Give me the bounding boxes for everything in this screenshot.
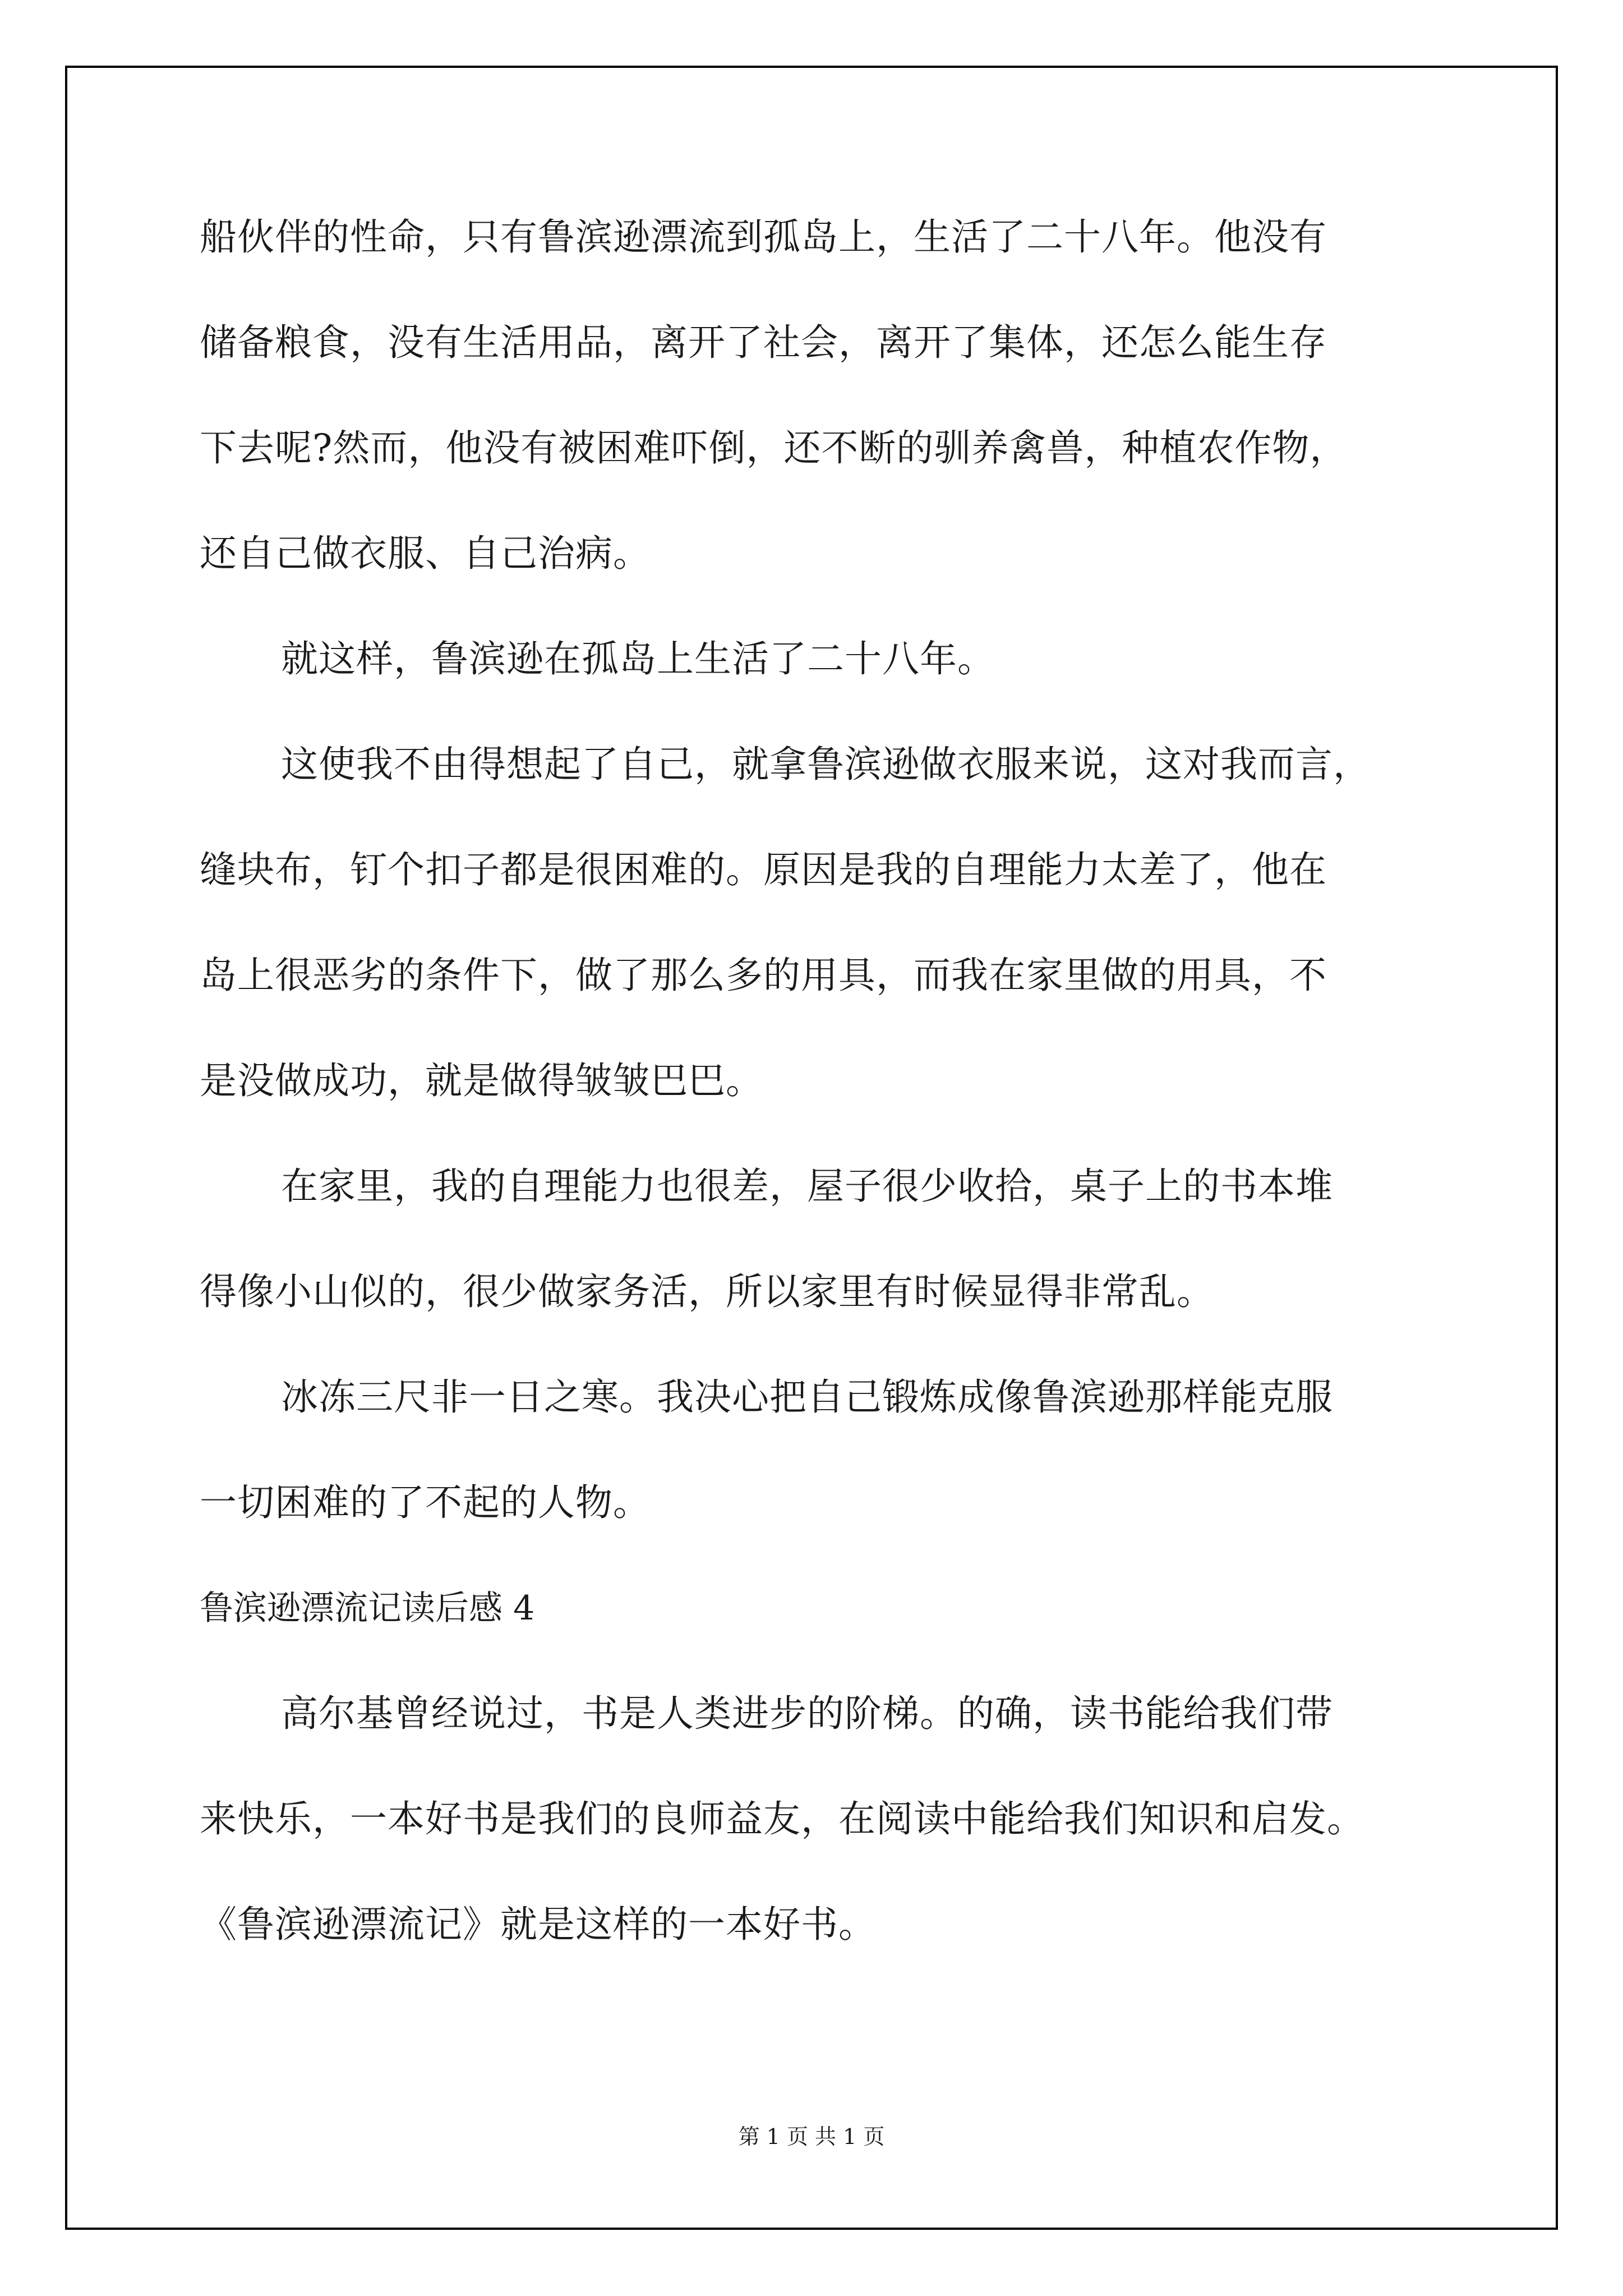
text-line: 来快乐，一本好书是我们的良师益友，在阅读中能给我们知识和启发。 bbox=[200, 1797, 1364, 1841]
text-line: 是没做成功，就是做得皱皱巴巴。 bbox=[200, 1059, 763, 1102]
document-body bbox=[200, 215, 1490, 2012]
page-number-footer: 第 1 页 共 1 页 bbox=[738, 2124, 885, 2149]
text-line: 还自己做衣服、自己治病。 bbox=[200, 532, 651, 575]
paragraph-start-line: 就这样，鲁滨逊在孤岛上生活了二十八年。 bbox=[281, 637, 995, 680]
text-line: 缝块布，钉个扣子都是很困难的。原因是我的自理能力太差了，他在 bbox=[200, 848, 1327, 891]
text-line: 《鲁滨逊漂流记》就是这样的一本好书。 bbox=[200, 1903, 876, 1946]
paragraph-start-line: 这使我不由得想起了自己，就拿鲁滨逊做衣服来说，这对我而言， bbox=[281, 743, 1371, 786]
section-heading: 鲁滨逊漂流记读后感 4 bbox=[200, 1589, 535, 1628]
text-line: 储备粮食，没有生活用品，离开了社会，离开了集体，还怎么能生存 bbox=[200, 321, 1327, 364]
text-line: 得像小山似的，很少做家务活，所以家里有时候显得非常乱。 bbox=[200, 1270, 1214, 1313]
text-line: 一切困难的了不起的人物。 bbox=[200, 1481, 651, 1524]
paragraph-start-line: 在家里，我的自理能力也很差，屋子很少收拾，桌子上的书本堆 bbox=[281, 1165, 1333, 1208]
text-line: 船伙伴的性命，只有鲁滨逊漂流到孤岛上，生活了二十八年。他没有 bbox=[200, 215, 1327, 259]
text-line: 岛上很恶劣的条件下，做了那么多的用具，而我在家里做的用具，不 bbox=[200, 954, 1327, 997]
paragraph-start-line: 冰冻三尺非一日之寒。我决心把自己锻炼成像鲁滨逊那样能克服 bbox=[281, 1375, 1333, 1419]
paragraph-start-line: 高尔基曾经说过，书是人类进步的阶梯。的确，读书能给我们带 bbox=[281, 1692, 1333, 1735]
text-line: 下去呢?然而，他没有被困难吓倒，还不断的驯养禽兽，种植农作物， bbox=[200, 426, 1348, 470]
